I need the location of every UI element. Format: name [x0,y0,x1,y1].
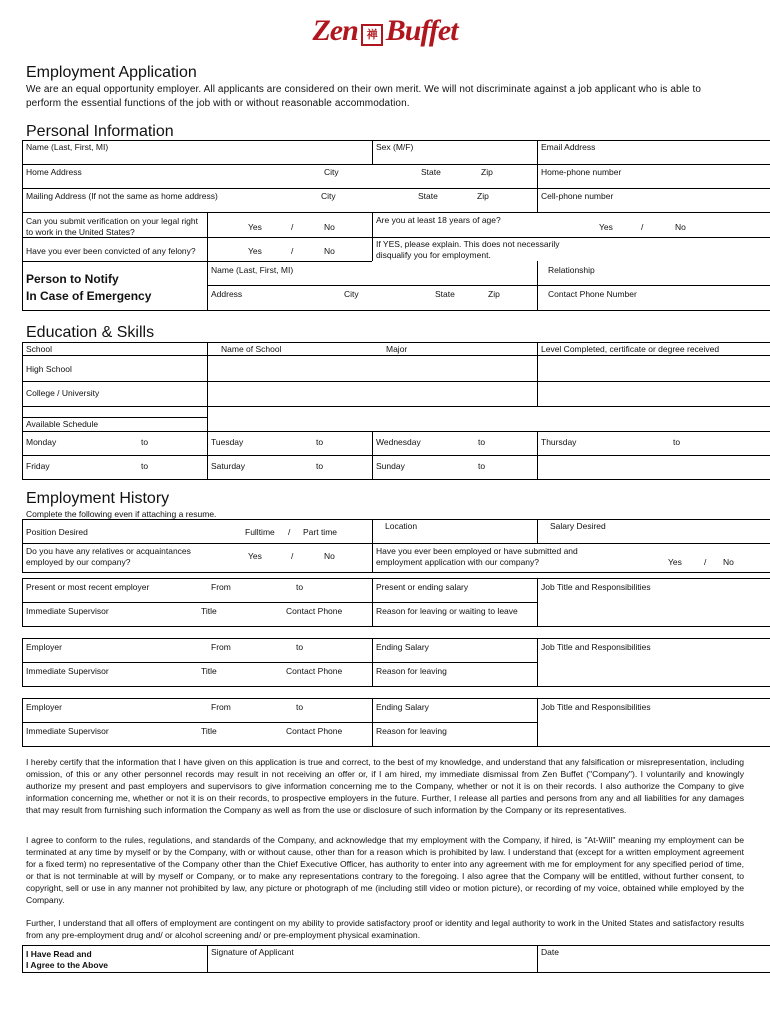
wednesday-to: to [478,437,486,447]
applied-yes-option[interactable]: Yes [668,557,682,567]
felony-explain-field[interactable]: If YES, please explain. This does not necessarily disqualify you for employment. [376,239,560,260]
employer2-reason-leaving-field[interactable]: Reason for leaving [376,666,447,676]
employer2-from-field[interactable]: From [211,642,231,652]
high-school-row[interactable]: High School [26,364,72,374]
email-field[interactable]: Email Address [541,142,596,152]
contingency-paragraph: Further, I understand that all offers of employment are contingent on my ability to provide satisfactory proof or identity and legal authority to work in the United States and satisfactory results from any pre-employment drug and/ or alcohol screening and/ or pre-employment physical examination. [26,918,744,940]
relatives-yes-option[interactable]: Yes [248,551,262,561]
age-question: Are you at least 18 years of age? [376,215,501,225]
tuesday-field[interactable]: Tuesday [211,437,244,447]
employer2-job-title-field[interactable]: Job Title and Responsibilities [541,642,651,652]
certification-paragraph: I hereby certify that the information that I have given on this application is true and correct, to the best of my knowledge, and understand that any falsification or misrepresentation, including omission, of this or any other personnel records may result in not receiving an offer or, if I am hired, my immediate dismissal from Zen Buffet ("Company"). I voluntarily and knowingly authorize my present and past employers and supervisors to give information concerning me to the Company, whether or not it is on their records. I also authorize the Company to give information concerning me, whether or not it is on their records, to prospective employers in the future. Further, I release all parties and persons from any and all liabilities for any damages that may result from furnishing such information the Company as well as from the use or disclosure of such information by the Company or its representatives. [26,757,744,815]
employer3-from-field[interactable]: From [211,702,231,712]
salary-desired-field[interactable]: Salary Desired [550,521,606,531]
emergency-name-field[interactable]: Name (Last, First, MI) [211,265,294,275]
date-field[interactable]: Date [541,947,559,957]
employer2-ending-salary-field[interactable]: Ending Salary [376,642,429,652]
home-state-label: State [421,167,441,177]
mailing-zip-label: Zip [477,191,489,201]
sunday-to: to [478,461,486,471]
section-education-title: Education & Skills [26,324,155,341]
sex-field[interactable]: Sex (M/F) [376,142,414,152]
college-row[interactable]: College / University [26,388,100,398]
logo-text-left: Zen [312,14,358,47]
employer3-title-field[interactable]: Title [201,726,217,736]
thursday-field[interactable]: Thursday [541,437,577,447]
home-address-field[interactable]: Home Address [26,167,82,177]
present-title-field[interactable]: Title [201,606,217,616]
mailing-state-label: State [418,191,438,201]
section-employment-title: Employment History [26,490,170,507]
signature-field[interactable]: Signature of Applicant [211,947,294,957]
sunday-field[interactable]: Sunday [376,461,405,471]
present-from-field[interactable]: From [211,582,231,592]
emergency-state-label: State [435,289,455,299]
friday-to: to [141,461,149,471]
wednesday-field[interactable]: Wednesday [376,437,421,447]
fulltime-option[interactable]: Fulltime [245,527,275,537]
present-to-field[interactable]: to [296,582,304,592]
present-supervisor-field[interactable]: Immediate Supervisor [26,606,109,616]
present-employer-field[interactable]: Present or most recent employer [26,582,150,592]
felony-yes-option[interactable]: Yes [248,246,262,256]
schedule-label: Available Schedule [26,419,99,429]
mailing-address-field[interactable]: Mailing Address (If not the same as home address) [26,191,218,201]
location-field[interactable]: Location [385,521,418,531]
relatives-no-option[interactable]: No [324,551,335,561]
school-name-header: Name of School [221,344,282,354]
emergency-address-field[interactable]: Address [211,289,243,299]
present-reason-leaving-field[interactable]: Reason for leaving or waiting to leave [376,606,518,616]
monday-to: to [141,437,149,447]
fulltime-slash: / [288,527,291,537]
relatives-slash: / [291,551,294,561]
logo-text-right: Buffet [385,14,458,47]
felony-no-option[interactable]: No [324,246,335,256]
at-will-paragraph: I agree to conform to the rules, regulations, and standards of the Company, and acknowledge that my employment with the Company, if hired, is "At-Will" meaning my employment can be terminated at any time by myself or by the Company, with or without cause, other than for a reason which is prohibited by law. I understand that (except for a written employment agreement for a fixed term) no representative of the Company other than the Chief Executive Officer, has authority to enter into any agreement with me for employment for any specified period of time, or that is not terminable at will by myself or Company, or to make any representations contrary to the foregoing. I also agree that the Company will be entitled, without further consent, to copyright, sell or use in any manner not prohibited by law, any picture or photograph of me (including still video or motion picture), or recording of my voice, obtained while employed by the Company. [26,835,744,905]
emergency-phone-field[interactable]: Contact Phone Number [548,289,637,299]
parttime-option[interactable]: Part time [303,527,338,537]
school-header: School [26,344,52,354]
verify-no-option[interactable]: No [324,222,335,232]
thursday-to: to [673,437,681,447]
felony-question: Have you ever been convicted of any felony? [26,246,196,256]
employer2-contact-phone-field[interactable]: Contact Phone [286,666,343,676]
friday-field[interactable]: Friday [26,461,50,471]
employer3-contact-phone-field[interactable]: Contact Phone [286,726,343,736]
emergency-zip-label: Zip [488,289,500,299]
applied-no-option[interactable]: No [723,557,734,567]
verify-yes-option[interactable]: Yes [248,222,262,232]
acknowledge-line2: I Agree to the Above [26,960,109,970]
major-header: Major [386,344,408,354]
acknowledge-line1: I Have Read and [26,949,92,959]
present-job-title-field[interactable]: Job Title and Responsibilities [541,582,651,592]
felony-slash: / [291,246,294,256]
section-personal-title: Personal Information [26,123,174,140]
eeo-statement: We are an equal opportunity employer. All applicants are considered on their own merit. We will not discriminate against a job applicant who is able to perform the essential functions of the job with or without reasonable accommodation. [26,84,702,109]
employer3-to-field[interactable]: to [296,702,304,712]
saturday-to: to [316,461,324,471]
employer3-reason-leaving-field[interactable]: Reason for leaving [376,726,447,736]
page-title: Employment Application [26,64,197,81]
work-verification-question: Can you submit verification on your legal right to work in the United States? [26,216,198,237]
name-field[interactable]: Name (Last, First, MI) [26,142,109,152]
employer3-field[interactable]: Employer [26,702,62,712]
saturday-field[interactable]: Saturday [211,461,246,471]
employer2-to-field[interactable]: to [296,642,304,652]
present-salary-field[interactable]: Present or ending salary [376,582,469,592]
relatives-question: Do you have any relatives or acquaintances employed by our company? [26,546,191,567]
emergency-city-label: City [344,289,359,299]
mailing-city-label: City [321,191,336,201]
resume-note: Complete the following even if attaching a resume. [26,509,217,519]
emergency-title-line2: In Case of Emergency [26,289,152,303]
employer2-supervisor-field[interactable]: Immediate Supervisor [26,666,109,676]
monday-field[interactable]: Monday [26,437,57,447]
age-slash: / [641,222,644,232]
employer2-title-field[interactable]: Title [201,666,217,676]
logo-chop-seal: 禅 [361,24,383,46]
employer3-job-title-field[interactable]: Job Title and Responsibilities [541,702,651,712]
age-yes-option[interactable]: Yes [599,222,613,232]
home-phone-field[interactable]: Home-phone number [541,167,622,177]
emergency-title-line1: Person to Notify [26,272,119,286]
applied-slash: / [704,557,707,567]
home-zip-label: Zip [481,167,493,177]
employer3-supervisor-field[interactable]: Immediate Supervisor [26,726,109,736]
employer3-ending-salary-field[interactable]: Ending Salary [376,702,429,712]
verify-slash: / [291,222,294,232]
level-header: Level Completed, certificate or degree received [541,344,720,354]
cell-phone-field[interactable]: Cell-phone number [541,191,614,201]
age-no-option[interactable]: No [675,222,686,232]
employer2-field[interactable]: Employer [26,642,62,652]
tuesday-to: to [316,437,324,447]
emergency-relationship-field[interactable]: Relationship [548,265,595,275]
applied-before-question: Have you ever been employed or have submitted and employment application with our company? [376,546,578,567]
zen-buffet-logo [0,14,770,48]
position-desired-field[interactable]: Position Desired [26,527,88,537]
present-contact-phone-field[interactable]: Contact Phone [286,606,343,616]
home-city-label: City [324,167,339,177]
